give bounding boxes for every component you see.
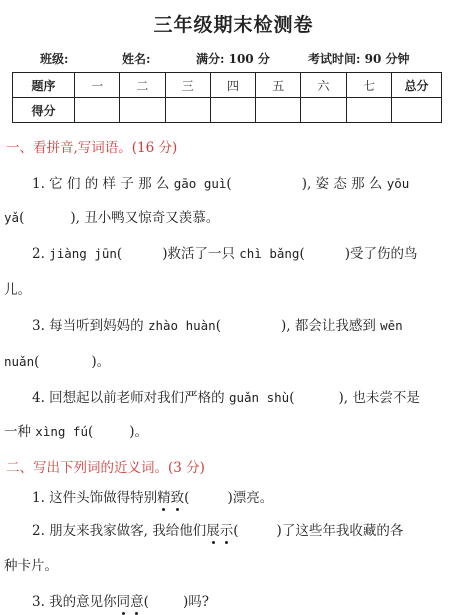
question-1-4-line-2: 一种 xìng fú( )。 [4, 424, 149, 440]
score-cell[interactable] [256, 98, 301, 123]
question-2-2-line-1: 2. 朋友来我家做客, 我给他们展示( )了这些年我收藏的各 [32, 523, 404, 539]
score-header-cell: 总分 [392, 73, 442, 98]
score-cell[interactable] [301, 98, 346, 123]
score-cell[interactable] [392, 98, 442, 123]
section-1-title: 一、看拼音,写词语。(16 分) [6, 140, 178, 156]
section-2-title: 二、写出下列词的近义词。(3 分) [6, 460, 205, 476]
score-row-label: 得分 [13, 98, 75, 123]
score-cell[interactable] [210, 98, 255, 123]
question-2-2-line-2: 种卡片。 [4, 558, 58, 574]
question-1-3-line-2: nuǎn( )。 [4, 354, 111, 370]
score-header-cell: 五 [256, 73, 301, 98]
score-table [12, 72, 442, 123]
score-header-cell: 四 [210, 73, 255, 98]
question-1-4-line-1: 4. 回想起以前老师对我们严格的 guǎn shù( ), 也未尝不是 [32, 390, 420, 406]
question-2-3: 3. 我的意见你同意( )吗? [32, 594, 209, 610]
score-header-cell: 三 [165, 73, 210, 98]
score-header-cell: 七 [346, 73, 391, 98]
question-1-3-line-1: 3. 每当听到妈妈的 zhào huàn( ), 都会让我感到 wēn [32, 318, 403, 334]
score-table-header-row [13, 73, 442, 98]
question-1-2-line-2: 儿。 [4, 282, 31, 298]
score-table-score-row [13, 98, 442, 123]
question-1-1-line-2: yǎ( ), 丑小鸭又惊奇又羡慕。 [4, 210, 220, 226]
score-cell[interactable] [75, 98, 120, 123]
page-title: 三年级期末检测卷 [153, 14, 314, 36]
question-2-1: 1. 这件头饰做得特别精致( )漂亮。 [32, 490, 274, 506]
name-label: 姓名: [122, 52, 151, 66]
score-header-cell: 二 [120, 73, 165, 98]
score-header-cell: 一 [75, 73, 120, 98]
class-label: 班级: [40, 52, 69, 66]
score-cell[interactable] [120, 98, 165, 123]
score-cell[interactable] [346, 98, 391, 123]
exam-time: 考试时间: 90 分钟 [308, 52, 410, 66]
score-cell[interactable] [165, 98, 210, 123]
question-1-2-line-1: 2. jiàng jūn( )救活了一只 chì bǎng( )受了伤的鸟 [32, 246, 418, 262]
question-1-1-line-1: 1. 它 们 的 样 子 那 么 gāo guì( ), 姿 态 那 么 yōu [32, 176, 410, 192]
score-header-cell: 六 [301, 73, 346, 98]
full-score: 满分: 100 分 [196, 52, 270, 66]
score-header-cell: 题序 [13, 73, 75, 98]
